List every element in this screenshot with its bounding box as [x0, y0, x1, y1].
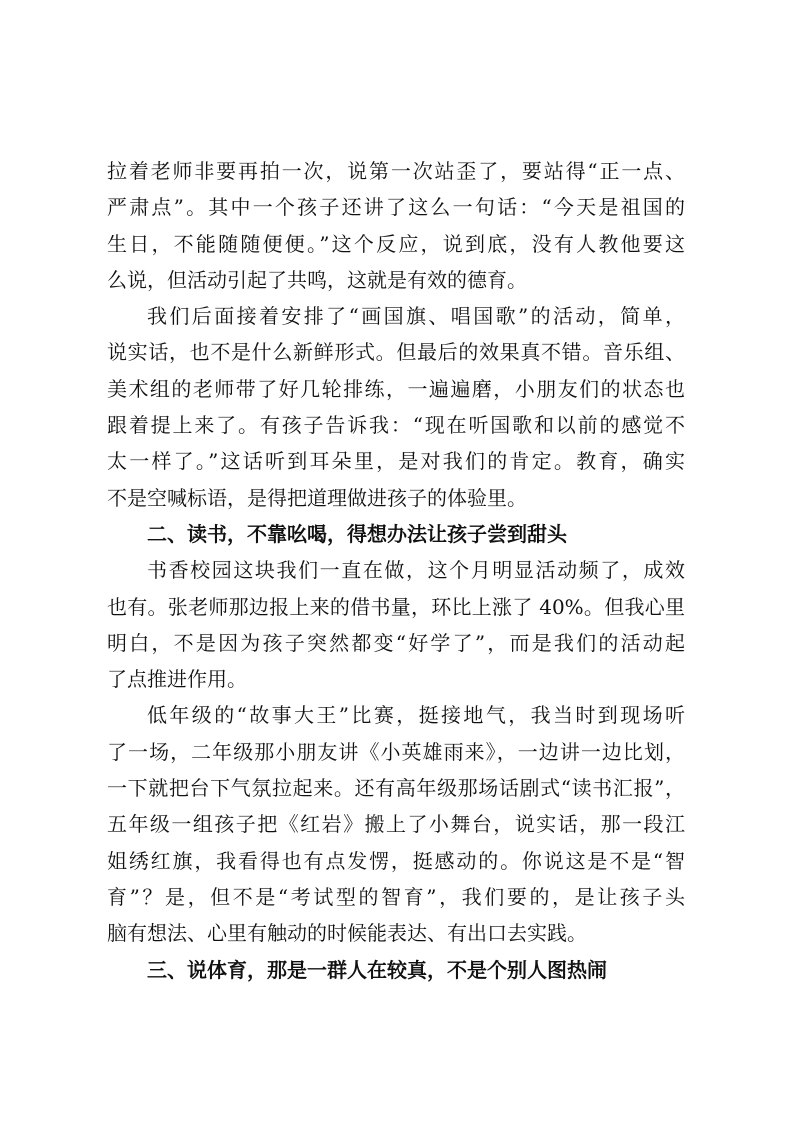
text-line: 太一样了。”这话听到耳朵里，是对我们的肯定。教育，确实 — [107, 449, 685, 474]
text-line: 也有。张老师那边报上来的借书量，环比上涨了 40%。但我心里 — [107, 594, 685, 619]
section-heading: 二、读书，不靠吆喝，得想办法让孩子尝到甜头 — [147, 521, 567, 546]
text-line: 明白，不是因为孩子突然都变“好学了”，而是我们的活动起 — [107, 630, 685, 655]
text-line: 严肃点”。其中一个孩子还讲了这么一句话：“今天是祖国的 — [107, 195, 685, 220]
text-line: 姐绣红旗，我看得也有点发愣，挺感动的。你说这是不是“智 — [107, 848, 685, 873]
text-line: 跟着提上来了。有孩子告诉我：“现在听国歌和以前的感觉不 — [107, 413, 685, 438]
section-heading: 三、说体育，那是一群人在较真，不是个别人图热闹 — [147, 957, 607, 982]
text-line: 低年级的“故事大王”比赛，挺接地气，我当时到现场听 — [147, 703, 685, 728]
text-line: 脑有想法、心里有触动的时候能表达、有出口去实践。 — [107, 921, 587, 946]
text-line: 么说，但活动引起了共鸣，这就是有效的德育。 — [107, 267, 527, 292]
text-line: 了一场，二年级那小朋友讲《小英雄雨来》，一边讲一边比划， — [107, 739, 685, 764]
text-line: 美术组的老师带了好几轮排练，一遍遍磨，小朋友们的状态也 — [107, 376, 685, 401]
text-line: 生日，不能随随便便。”这个反应，说到底，没有人教他要这 — [107, 231, 685, 256]
text-line: 五年级一组孩子把《红岩》搬上了小舞台，说实话，那一段江 — [107, 812, 685, 837]
text-line: 我们后面接着安排了“画国旗、唱国歌”的活动，简单， — [147, 304, 685, 329]
text-line: 了点推进作用。 — [107, 667, 247, 692]
text-line: 说实话，也不是什么新鲜形式。但最后的效果真不错。音乐组、 — [107, 340, 685, 365]
text-line: 不是空喊标语，是得把道理做进孩子的体验里。 — [107, 485, 527, 510]
document-body — [107, 153, 685, 988]
text-line: 一下就把台下气氛拉起来。还有高年级那场话剧式“读书汇报”， — [107, 776, 685, 801]
text-line: 育”？是，但不是“考试型的智育”，我们要的，是让孩子头 — [107, 884, 685, 909]
text-line: 拉着老师非要再拍一次，说第一次站歪了，要站得“正一点、 — [107, 159, 685, 183]
text-line: 书香校园这块我们一直在做，这个月明显活动频了，成效 — [147, 558, 685, 583]
